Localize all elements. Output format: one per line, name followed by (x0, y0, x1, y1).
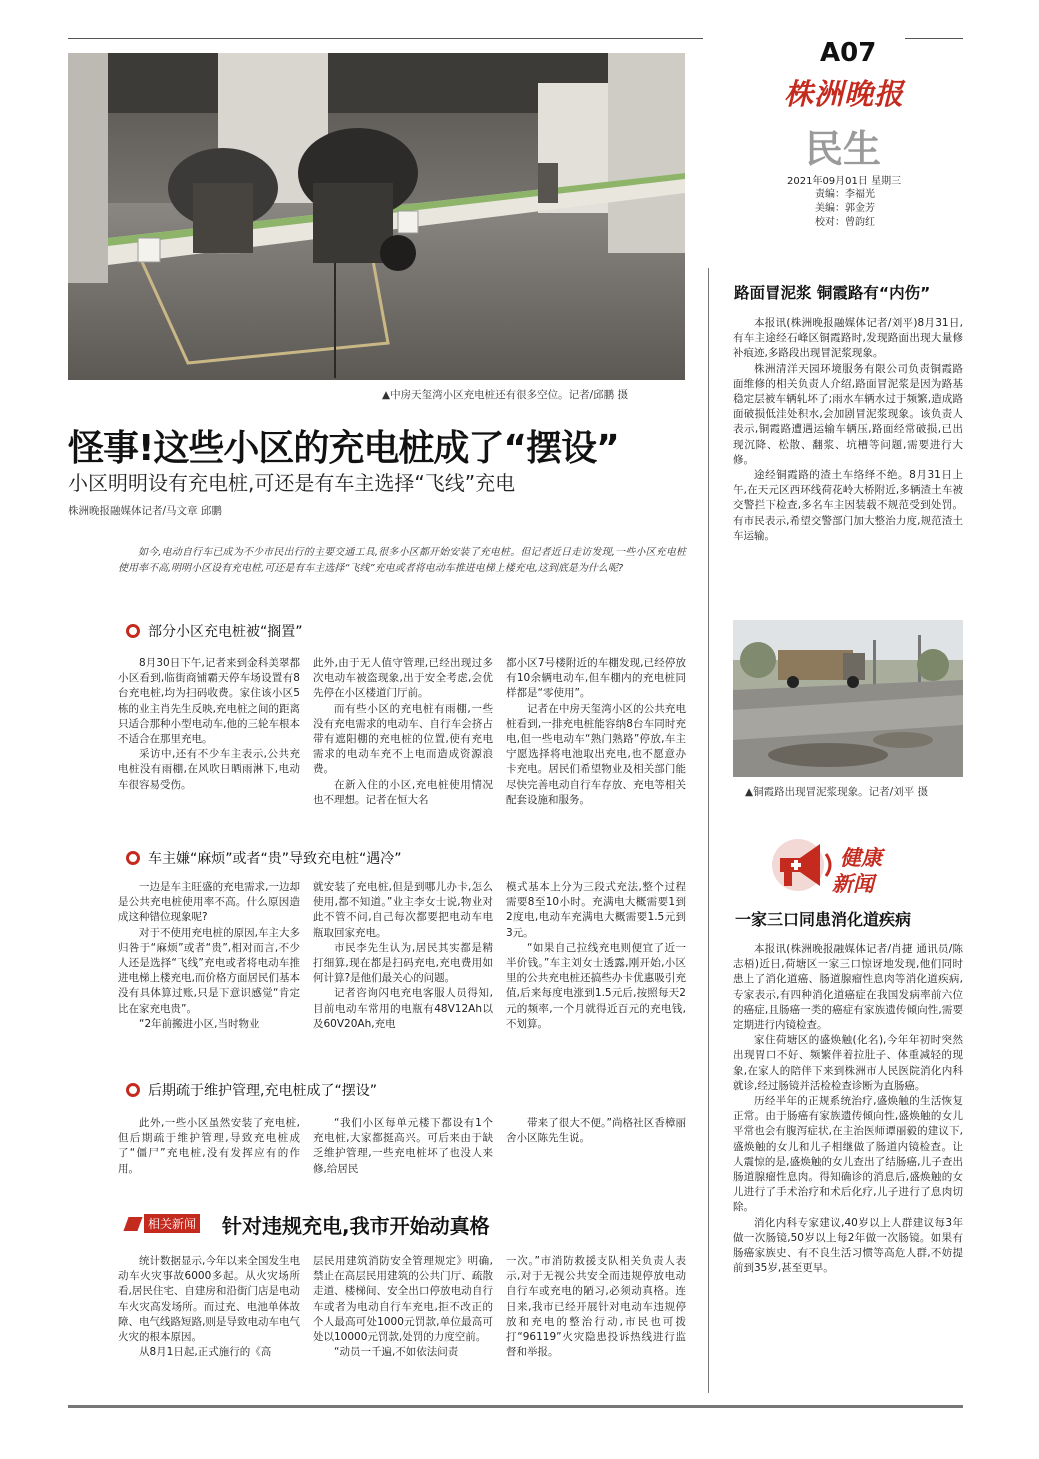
paragraph: 本报讯(株洲晚报融媒体记者/肖捷 通讯员/陈志梧)近日,荷塘区一家三口惊讶地发现,他们同时患上了消化道癌、肠道腺瘤性息肉等消化道疾病,专家表示,有四种消化道癌症在我国发病率前六位的癌症,且肠癌一类的癌症有家族遗传倾向性,需要定期进行内镜检查。 (733, 943, 963, 1032)
paragraph: 层民用建筑消防安全管理规定》明确,禁止在高层民用建筑的公共门厅、疏散走道、楼梯间、安全出口停放电动自行车或者为电动自行车充电,拒不改正的个人最高可处1000元罚款,单位最高可处以10000元罚款,处罚的力度空前。 (313, 1255, 493, 1344)
paragraph: “2年前搬进小区,当时物业 (139, 1017, 260, 1030)
issue-date: 2021年09月01日 星期三 (787, 176, 902, 187)
section-heading-text: 车主嫌“麻烦”或者“贵”导致充电桩“遇冷” (148, 851, 402, 867)
paragraph: 途经铜霞路的渣土车络绎不绝。8月31日上午,在天元区西环线荷花岭大桥附近,多辆渣土车被交警拦下检查,多名车主因装载不规范受到处罚。有市民表示,希望交警部门加大整治力度,规范渣土车运输。 (733, 469, 963, 542)
s2-col1 (118, 880, 300, 1032)
side1-headline: 路面冒泥浆 铜霞路有“内伤” (734, 284, 931, 302)
section-heading-text: 部分小区充电桩被“搁置” (148, 624, 303, 640)
paragraph: 8月30日下午,记者来到金科美翠都小区看到,临街商铺霸天停车场设置有8台充电桩,均为扫码收费。家住该小区5栋的业主肖先生反映,充电桩之间的距离只适合那种小型电动车,他的三轮车根本不适合在那里充电。 (118, 657, 300, 746)
paragraph: 株洲清洋天园环境服务有限公司负责铜霞路面维修的相关负责人介绍,路面冒泥浆是因为路基稳定层被车辆轧坏了;雨水车辆水过于频繁,造成路面破损低洼处积水,会加剧冒泥浆现象。该负责人表示,铜霞路遭遇运输车辆压,路面经常破损,已出现沉降、松散、翻浆、坑槽等问题,需要进行大修。 (733, 362, 963, 466)
paragraph: 此外,一些小区虽然安装了充电桩,但后期疏于维护管理,导致充电桩成了“僵尸”充电桩,没有发挥应有的作用。 (118, 1117, 300, 1175)
pen-icon (123, 1217, 142, 1231)
paragraph: “动员一千遍,不如依法问责 (334, 1346, 459, 1359)
paragraph: 采访中,还有不少车主表示,公共充电桩没有雨棚,在风吹日晒雨淋下,电动车很容易受伤。 (118, 748, 300, 791)
paragraph: 消化内科专家建议,40岁以上人群建议每3年做一次肠镜,50岁以上每2年做一次肠镜。如果有肠癌家族史、有不良生活习惯等高危人群,不妨提前到35岁,甚至更早。 (733, 1216, 963, 1275)
top-rule-right (905, 38, 963, 39)
bottom-rule (68, 1405, 963, 1408)
side2-body (733, 942, 963, 1276)
page-number: A07 (820, 38, 877, 68)
paragraph: 就安装了充电桩,但是到哪儿办卡,怎么使用,都不知道。”业主李女士说,物业对此不管不问,自己每次都要把电动车电瓶取回家充电。 (313, 881, 493, 939)
paragraph: 模式基本上分为三段式充法,整个过程需要8至10小时。充满电大概需要1到2度电,电动车充满电大概需要1.5元到3元。 (506, 881, 686, 939)
related-col2 (313, 1254, 493, 1360)
s1-col3 (506, 656, 686, 808)
section-heading-text: 后期疏于维护管理,充电桩成了“摆设” (148, 1083, 377, 1099)
paragraph: 统计数据显示,今年以来全国发生电动车火灾事故6000多起。从火灾场所看,居民住宅、自建房和沿街门店是电动车火灾高发场所。而过充、电池单体故障、电气线路短路,则是导致电动车电气火灾的根本原因。 (118, 1255, 300, 1344)
parking-garage-photo (68, 53, 685, 380)
side1-body (733, 316, 963, 544)
side2-headline: 一家三口同患消化道疾病 (735, 910, 912, 929)
main-photo-caption: ▲中房天玺湾小区充电桩还有很多空位。记者/邱鹏 摄 (382, 389, 628, 401)
s2-col2 (313, 880, 493, 1032)
paragraph: 历经半年的正规系统治疗,盛焕触的生活恢复正常。由于肠癌有家族遗传倾向性,盛焕触的女儿平常也会有腹泻症状,在主治医师谭丽毅的建议下,盛焕触的女儿和儿子相继做了肠道内镜检查。让人震惊的是,盛焕触的女儿查出了结肠癌,儿子查出肠道腺瘤性息肉。得知确诊的消息后,盛焕触的女儿进行了手术治疗和术后化疗,儿子进行了息肉切除。 (733, 1095, 963, 1214)
paragraph: 一边是车主旺盛的充电需求,一边却是公共充电桩使用率不高。什么原因造成这种错位现象呢? (118, 881, 300, 924)
paragraph: 而有些小区的充电桩有雨棚,一些没有充电需求的电动车、自行车会挤占带有遮阳棚的充电桩的位置,使有充电需求的电动车充不上电而造成资源浪费。 (313, 702, 493, 776)
megaphone-icon (770, 830, 840, 900)
paragraph: “我们小区每单元楼下都设有1个充电桩,大家都挺高兴。可后来由于缺乏维护管理,一些充电桩坏了也没人来修,给居民 (313, 1117, 493, 1175)
paragraph: 对于不使用充电桩的原因,车主大多归咎于“麻烦”或者“贵”,相对而言,不少人还是选择“飞线”充电或者将电动车推进电梯上楼充电,而价格方面居民们基本没有具体算过账,只是下意识感觉“肯定比在家充电贵”。 (118, 926, 300, 1015)
paragraph: 记者在中房天玺湾小区的公共充电桩看到,一排充电桩能容纳8台车同时充电,但一些电动车“熟门熟路”停放,车主宁愿选择将电池取出充电,也不愿意办卡充电。居民们希望物业及相关部门能尽快完善电动自行车存放、充电等相关配套设施和服务。 (506, 702, 686, 806)
section-heading-2 (126, 848, 402, 868)
related-col1 (118, 1254, 300, 1360)
section-title: 民生 (805, 126, 882, 171)
paragraph: 从8月1日起,正式施行的《高 (139, 1346, 272, 1359)
paragraph: 记者咨询闪电充电客服人员得知,目前电动车常用的电瓶有48V12Ah以及60V20Ah,充电 (313, 987, 493, 1030)
related-headline: 针对违规充电,我市开始动真格 (222, 1214, 490, 1238)
related-tag-text: 相关新闻 (144, 1214, 200, 1233)
main-subheadline: 小区明明设有充电桩,可还是有车主选择“飞线”充电 (68, 471, 516, 495)
section-bullet-icon (126, 851, 140, 865)
road-mud-photo (733, 620, 963, 777)
column-divider (708, 268, 709, 1393)
s3-col2 (313, 1116, 493, 1177)
paragraph: 带来了很大不便。”尚格社区香樟丽舍小区陈先生说。 (506, 1117, 686, 1145)
paragraph: 在新入住的小区,充电桩使用情况也不理想。记者在恒大名 (313, 778, 493, 806)
side1-caption: ▲铜霞路出现冒泥浆现象。记者/刘平 摄 (745, 786, 928, 798)
s3-col3 (506, 1116, 686, 1146)
paper-logo: 株洲晚报 (784, 77, 905, 111)
related-news-tag (126, 1214, 200, 1233)
s3-col1 (118, 1116, 300, 1177)
paragraph: 一次。”市消防救援支队相关负责人表示,对于无视公共安全而违规停放电动自行车或充电的陋习,必须动真格。连日来,我市已经开展针对电动车违规停放和充电的整治行动,市民也可拨打“96119”火灾隐患投诉热线进行监督和举报。 (506, 1255, 686, 1359)
editor-line: 责编：李福光 (815, 189, 875, 200)
health-news-logo (770, 830, 910, 900)
s1-col2 (313, 656, 493, 808)
s2-col3 (506, 880, 686, 1032)
paragraph: 家住荷塘区的盛焕触(化名),今年年初时突然出现胃口不好、频繁伴着拉肚子、体重减轻的现象,在家人的陪伴下来到株洲市人民医院消化内科就诊,经过肠镜并活检检查诊断为直肠癌。 (733, 1034, 963, 1092)
designer-line: 美编：郭金芳 (815, 203, 875, 214)
lead-paragraph: 如今,电动自行车已成为不少市民出行的主要交通工具,很多小区都开始安装了充电桩。但记者近日走访发现,一些小区充电桩使用率不高,明明小区设有充电桩,可还是有车主选择“飞线”充电或者将电动车推进电梯上楼充电,这到底是为什么呢? (118, 547, 686, 574)
paragraph: 此外,由于无人值守管理,已经出现过多次电动车被盗现象,出于安全考虑,会优先停在小区楼道门厅前。 (313, 657, 493, 700)
proofreader-line: 校对：曾韵红 (815, 217, 875, 228)
s1-col1 (118, 656, 300, 793)
section-heading-1 (126, 621, 303, 641)
related-col3 (506, 1254, 686, 1360)
section-heading-3 (126, 1080, 377, 1100)
main-headline: 怪事!这些小区的充电桩成了“摆设” (68, 428, 619, 469)
main-byline: 株洲晚报融媒体记者/马文章 邱鹏 (68, 505, 222, 517)
health-logo-line1: 健康 (840, 846, 882, 870)
section-bullet-icon (126, 1083, 140, 1097)
section-bullet-icon (126, 624, 140, 638)
top-rule-left (68, 38, 703, 39)
paragraph: “如果自己拉线充电则便宜了近一半价钱。”车主刘女士透露,刚开始,小区里的公共充电桩还搞些办卡优惠吸引充值,后来每度电涨到1.5元后,按照每天2元的频率,一个月就得近百元的充电钱,不划算。 (506, 941, 686, 1030)
paragraph: 本报讯(株洲晚报融媒体记者/刘平)8月31日,有车主途经石峰区铜霞路时,发现路面出现大量修补痕迹,多路段出现冒泥浆现象。 (733, 317, 963, 360)
paragraph: 市民李先生认为,居民其实都是精打细算,现在都是扫码充电,充电费用如何计算?是他们最关心的问题。 (313, 941, 493, 985)
health-logo-line2: 新闻 (832, 872, 874, 896)
paragraph: 都小区7号楼附近的车棚发现,已经停放有10余辆电动车,但车棚内的充电桩同样都是“零使用”。 (506, 657, 686, 700)
